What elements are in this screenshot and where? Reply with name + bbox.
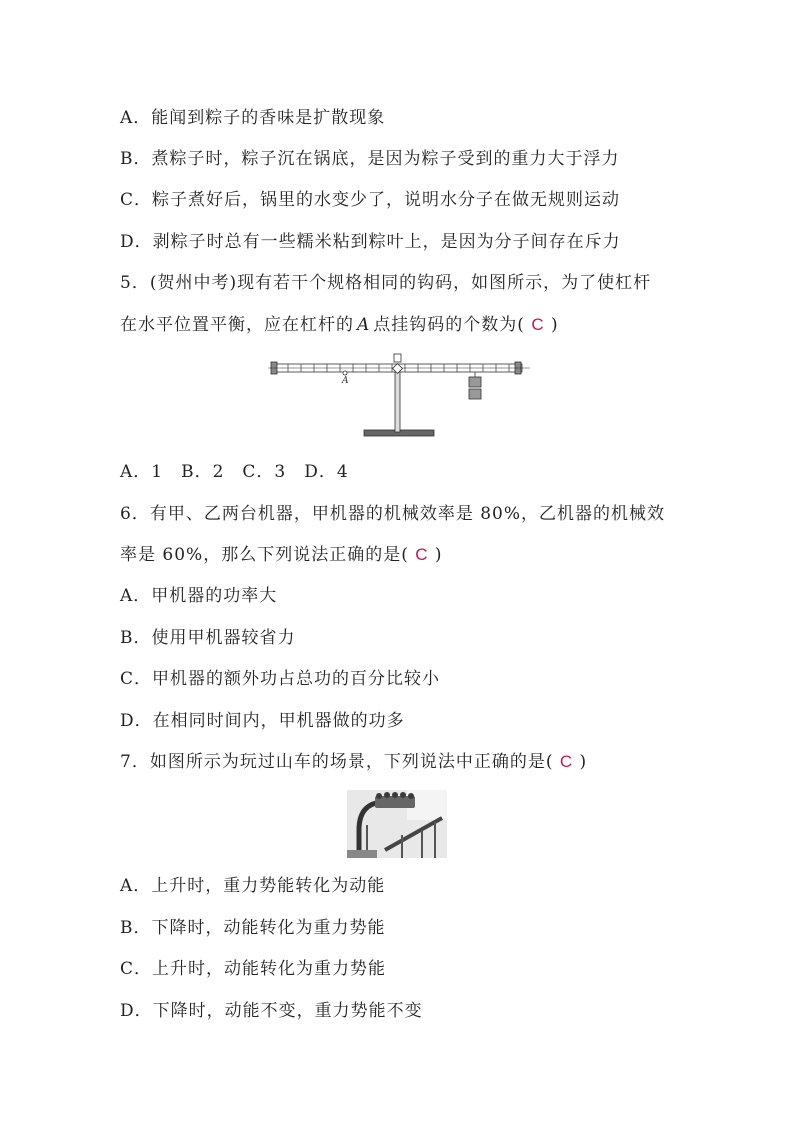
q6-answer: C xyxy=(415,545,429,564)
point-a-label: A xyxy=(342,376,349,386)
q7-answer: C xyxy=(559,752,574,771)
q7-stem xyxy=(120,751,587,773)
q5-close-paren: ) xyxy=(551,315,559,335)
q7-option-c: C．上升时，动能转化为重力势能 xyxy=(120,959,387,979)
roller-coaster-photo xyxy=(347,790,447,858)
q6-stem-line1: 6．有甲、乙两台机器，甲机器的机械效率是 80%，乙机器的机械效 xyxy=(120,504,666,524)
q6-option-a: A．甲机器的功率大 xyxy=(120,586,278,606)
q4-option-c: C．粽子煮好后，锅里的水变少了，说明水分子在做无规则运动 xyxy=(120,190,621,210)
q6-close-paren: ) xyxy=(434,545,443,565)
lever-top-knob xyxy=(394,354,401,362)
q6-option-d: D．在相同时间内，甲机器做的功多 xyxy=(120,711,405,731)
q6-option-c: C．甲机器的额外功占总功的百分比较小 xyxy=(120,669,441,689)
q5-stem-line1: 5．(贺州中考)现有若干个规格相同的钩码，如图所示，为了使杠杆 xyxy=(120,273,652,293)
q5-stem-text-end: 点挂钩码的个数为( xyxy=(373,315,525,335)
q7-option-b: B．下降时，动能转化为重力势能 xyxy=(120,918,386,938)
hook-weight-2 xyxy=(469,389,481,399)
q7-close-paren: ) xyxy=(579,752,588,772)
lever-post xyxy=(395,366,400,432)
q7-stem-text: 7．如图所示为玩过山车的场景，下列说法中正确的是( xyxy=(120,752,554,772)
q4-option-b: B．煮粽子时，粽子沉在锅底，是因为粽子受到的重力大于浮力 xyxy=(120,149,620,169)
point-a-marker xyxy=(343,371,347,375)
q7-option-d: D．下降时，动能不变，重力势能不变 xyxy=(120,1001,423,1021)
q5-options: A．1 B．2 C．3 D．4 xyxy=(120,462,349,482)
q6-stem-text: 率是 60%，那么下列说法正确的是( xyxy=(120,545,409,565)
q5-stem-text: 在水平位置平衡，应在杠杆的 xyxy=(120,315,354,335)
q5-point-label: A xyxy=(357,315,371,335)
ground-structures xyxy=(347,850,377,858)
q5-answer: C xyxy=(531,315,545,334)
hook-weight-1 xyxy=(469,377,481,387)
q5-stem-line2 xyxy=(120,314,559,336)
q6-option-b: B．使用甲机器较省力 xyxy=(120,628,296,648)
q4-option-d: D．剥粽子时总有一些糯米粘到粽叶上，是因为分子间存在斥力 xyxy=(120,232,621,252)
q7-option-a: A．上升时，重力势能转化为动能 xyxy=(120,876,386,896)
lever-figure xyxy=(268,352,530,444)
q4-option-a: A．能闻到粽子的香味是扩散现象 xyxy=(120,108,386,128)
q6-stem-line2 xyxy=(120,544,443,566)
